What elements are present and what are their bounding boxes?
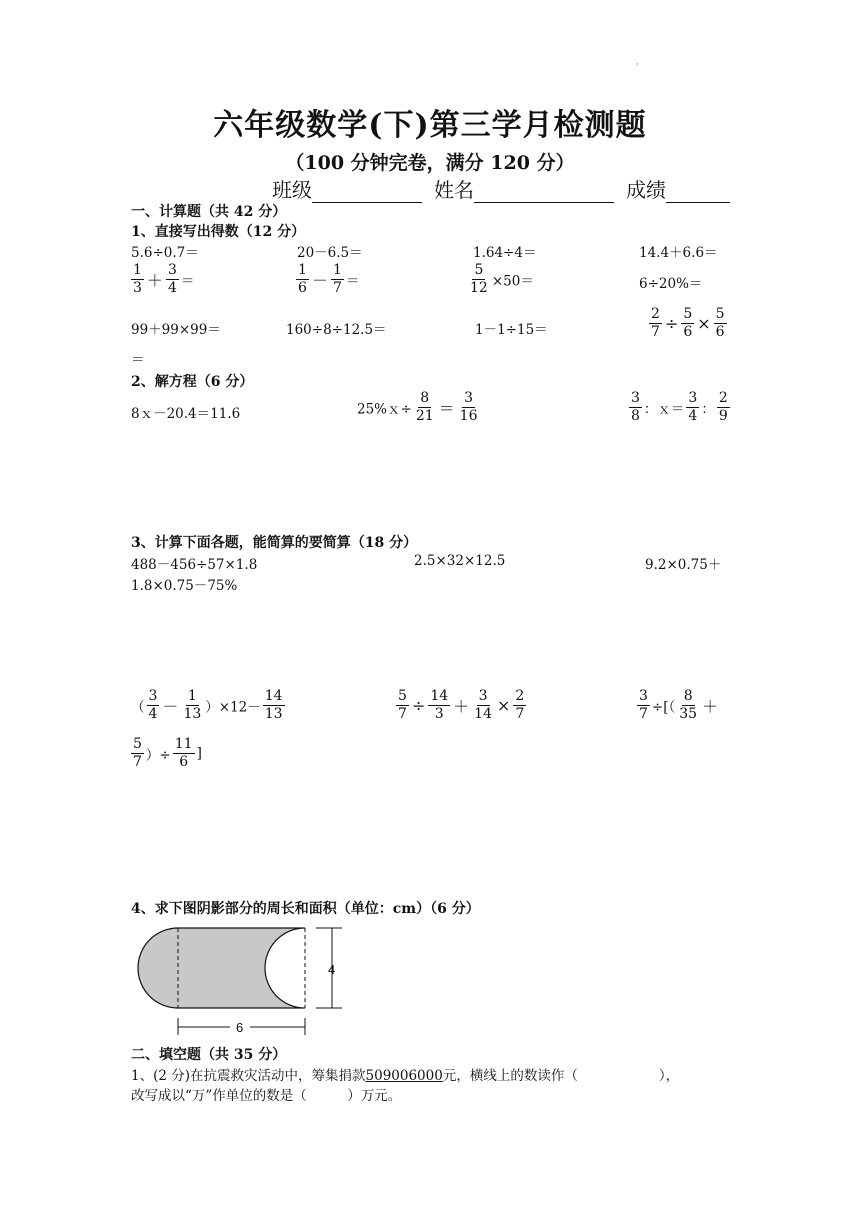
fraction: $\frac{2}{9}$ bbox=[718, 390, 728, 424]
oral-1-1: 5.6÷0.7＝ bbox=[131, 245, 199, 261]
name-field[interactable] bbox=[434, 174, 614, 203]
fraction: $\frac{1}{3}$ bbox=[133, 262, 142, 296]
fill-q1: 1、(2 分)在抗震救灾活动中，筹集捐款509006000元，横线上的数读作（ ）， bbox=[131, 1068, 680, 1084]
height-label: 4 bbox=[328, 962, 336, 977]
fraction: $\frac{3}{14}$ bbox=[474, 688, 492, 722]
fraction: $\frac{8}{21}$ bbox=[415, 390, 434, 424]
fraction: $\frac{5}{12}$ bbox=[470, 262, 488, 296]
fraction: $\frac{1}{6}$ bbox=[298, 262, 307, 296]
equation-2: 25%ｘ÷ $\frac{8}{21}$ ＝ $\frac{3}{16}$ bbox=[357, 390, 478, 424]
score-blank[interactable] bbox=[666, 182, 730, 203]
oral-2-2: $\frac{1}{6}$ － $\frac{1}{7}$ ＝ bbox=[298, 262, 360, 296]
shaded-region bbox=[138, 928, 305, 1008]
fraction: $\frac{2}{7}$ bbox=[515, 688, 525, 722]
fraction: $\frac{3}{16}$ bbox=[459, 390, 478, 424]
oral-3-2: 160÷8÷12.5＝ bbox=[286, 322, 387, 338]
equation-1: 8ｘ－20.4＝11.6 bbox=[131, 406, 241, 422]
oral-1-2: 20－6.5＝ bbox=[297, 245, 363, 261]
page-title: 六年级数学(下)第三学月检测题 bbox=[213, 108, 647, 143]
page-subtitle: （100 分钟完卷，满分 120 分） bbox=[285, 152, 575, 174]
part3-heading: 3、计算下面各题，能简算的要简算（18 分） bbox=[131, 535, 418, 551]
calc-d: （ $\frac{3}{4}$ － $\frac{1}{13}$ ）×12－ $\frac{14}{13}$ bbox=[131, 688, 283, 722]
fill-q1-line2: 改写成以“万”作单位的数是（ ）万元。 bbox=[131, 1088, 402, 1104]
calc-b: 2.5×32×12.5 bbox=[414, 553, 506, 569]
score-label: 成绩 bbox=[626, 178, 666, 202]
fraction: $\frac{1}{13}$ bbox=[183, 688, 202, 722]
oral-3-4: $\frac{2}{7}$ ÷ $\frac{5}{6}$ × $\frac{5}{6}$ bbox=[651, 306, 725, 340]
fraction: $\frac{5}{7}$ bbox=[398, 688, 407, 722]
fraction: $\frac{5}{6}$ bbox=[683, 306, 693, 340]
fraction: $\frac{14}{13}$ bbox=[264, 688, 283, 722]
class-field[interactable] bbox=[272, 174, 422, 203]
page-mark: · bbox=[636, 60, 639, 69]
oral-2-4: 6÷20%＝ bbox=[639, 276, 703, 292]
calc-f-wrap: $\frac{5}{7}$ ）÷ $\frac{11}{6}$ ] bbox=[133, 736, 202, 770]
fraction: $\frac{3}{4}$ bbox=[148, 688, 158, 722]
fraction: $\frac{5}{6}$ bbox=[715, 306, 725, 340]
calc-c-wrap: 1.8×0.75－75% bbox=[131, 578, 238, 594]
fraction: $\frac{3}{7}$ bbox=[639, 688, 648, 722]
fraction: $\frac{11}{6}$ bbox=[174, 736, 193, 770]
oral-3-1: 99＋99×99＝ bbox=[131, 322, 221, 338]
section1-heading: 一、计算题（共 42 分） bbox=[131, 204, 287, 220]
calc-a: 488－456÷57×1.8 bbox=[131, 557, 258, 573]
part4-heading: 4、求下图阴影部分的周长和面积（单位：cm）（6 分） bbox=[131, 901, 480, 917]
fraction: $\frac{3}{4}$ bbox=[167, 262, 177, 296]
name-blank[interactable] bbox=[474, 182, 614, 203]
calc-c: 9.2×0.75＋ bbox=[645, 557, 722, 573]
fraction: $\frac{5}{7}$ bbox=[133, 736, 142, 770]
oral-3-4-wrap: ＝ bbox=[131, 352, 145, 368]
calc-e: $\frac{5}{7}$ ÷ $\frac{14}{3}$ ＋ $\frac{3}{14}$ × $\frac{2}{7}$ bbox=[398, 688, 525, 722]
fraction: $\frac{3}{8}$ bbox=[631, 390, 640, 424]
oral-2-3: $\frac{5}{12}$ ×50＝ bbox=[470, 262, 534, 296]
part1-heading: 1、直接写出得数（12 分） bbox=[131, 224, 306, 240]
oral-3-3: 1－1÷15＝ bbox=[475, 322, 548, 338]
score-field[interactable] bbox=[626, 174, 730, 203]
fraction: $\frac{2}{7}$ bbox=[651, 306, 660, 340]
shaded-figure bbox=[130, 918, 360, 1043]
equation-3: $\frac{3}{8}$ ：ｘ＝ $\frac{3}{4}$ ： $\frac{2}{9}$ bbox=[631, 390, 728, 424]
oral-2-1: $\frac{1}{3}$ ＋ $\frac{3}{4}$ ＝ bbox=[133, 262, 195, 296]
calc-f: $\frac{3}{7}$ ÷[（ $\frac{8}{35}$ ＋ bbox=[639, 688, 719, 722]
width-label: 6 bbox=[236, 1020, 244, 1035]
donation-number: 509006000 bbox=[365, 1068, 443, 1084]
part2-heading: 2、解方程（6 分） bbox=[131, 374, 254, 390]
oral-1-4: 14.4＋6.6＝ bbox=[639, 245, 718, 261]
section2-heading: 二、填空题（共 35 分） bbox=[131, 1047, 287, 1063]
fraction: $\frac{1}{7}$ bbox=[332, 262, 342, 296]
oral-1-3: 1.64÷4＝ bbox=[473, 245, 537, 261]
class-blank[interactable] bbox=[312, 182, 422, 203]
fraction: $\frac{14}{3}$ bbox=[430, 688, 449, 722]
fraction: $\frac{8}{35}$ bbox=[679, 688, 698, 722]
class-label: 班级 bbox=[272, 178, 312, 202]
name-label: 姓名 bbox=[434, 178, 474, 202]
fraction: $\frac{3}{4}$ bbox=[688, 390, 698, 424]
